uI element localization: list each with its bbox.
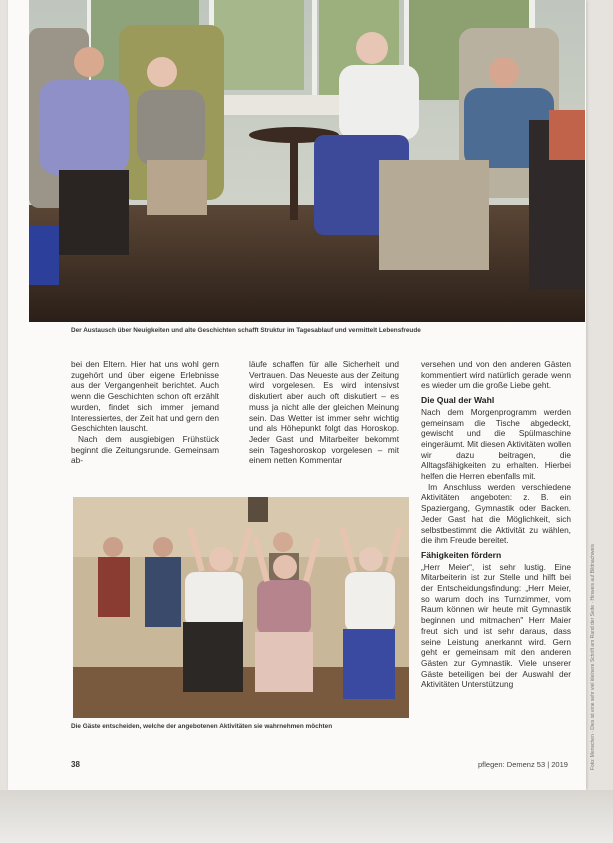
- text-column-3: [421, 359, 571, 690]
- paragraph: läufe schaffen für alle Sicherheit und Vertrauen. Das Neueste aus der Zeitung wird vorgelesen. Es wird intensivst diskutiert aber auch oft diskutiert – es muss ja nicht alle der gleichen Meinung sein. Das Wetter ist immer sehr wichtig und als Höhepunkt folgt das Horoskop. Jeder Gast und Mitarbeiter bekommt sein Tageshoroskop vorgelesen – mit einem netten Kommentar: [249, 359, 399, 466]
- top-photo-illustration: [29, 0, 585, 322]
- paragraph: Nach dem Morgenprogramm werden gemeinsam die Tische abgedeckt, gewischt und die Spülmaschine eingeräumt. Mit diesen Aktivitäten wollen wir dazu beitragen, die Alltagsfähigkeiten zu erhalten. Hierbei helfen die Herren ebenfalls mit.: [421, 406, 571, 482]
- text-column-2: [249, 359, 399, 466]
- middle-photo-caption: Die Gäste entscheiden, welche der angebotenen Aktivitäten sie wahrnehmen möchten: [71, 723, 333, 730]
- magazine-page: [8, 0, 586, 790]
- subheading: Die Qual der Wahl: [421, 395, 495, 406]
- top-photo: [29, 0, 585, 322]
- paragraph: „Herr Meier“, ist sehr lustig. Eine Mitarbeiterin ist zur Stelle und hilft bei der Entscheidungsfindung: „Herr Meier, so warum doch ins Turnzimmer, vom Raum können wir heute mit Gymnastik beginnen und mitmachen" Herr Maier freut sich und ist sehr daraus, dass seine Leistung anerkannt wird. Gern geht er gemeinsam mit den anderen Gästen zur Gymnastik. Viele unserer Gäste beteiligen bei der Auswahl der Aktivitäten Unterstützung: [421, 561, 571, 690]
- paragraph: Im Anschluss werden verschiedene Aktivitäten angeboten: z. B. ein Spaziergang, Gymnastik oder Backen. Jeder Gast hat die Möglichkeit, sich selbstbestimmt die Aktivität zu wählen, die ihm Freude bereitet.: [421, 481, 571, 546]
- page-number: 38: [71, 760, 80, 769]
- text-column-1: [71, 359, 219, 466]
- subheading: Fähigkeiten fördern: [421, 549, 502, 560]
- middle-photo: [73, 497, 409, 718]
- middle-photo-illustration: [73, 497, 409, 718]
- scan-background: [0, 790, 613, 843]
- journal-info: pflegen: Demenz 53 | 2019: [478, 760, 568, 769]
- paragraph: bei den Eltern. Hier hat uns wohl gern zugehört und über eigene Erlebnisse aus der Vergangenheit berichtet. Auch wenn die Geschichten schon oft erzählt wurden, findet sich immer jemand Interessiertes, der Zeit hat und gern den Geschichten lauscht.: [71, 359, 219, 434]
- paragraph: Nach dem ausgiebigen Frühstück beginnt die Zeitungsrunde. Gemeinsam ab-: [71, 433, 219, 466]
- top-photo-caption: Der Austausch über Neuigkeiten und alte Geschichten schafft Struktur im Tagesablauf und vermittelt Lebensfreude: [71, 327, 421, 334]
- paragraph: versehen und von den anderen Gästen kommentiert wird natürlich gerade wenn es wieder um die große Liebe geht.: [421, 359, 571, 391]
- side-margin-text: Foto: Menschen · Dies ist eine sehr viel kleinere Schrift am Rand der Seite · Hinweis auf Bildnachweis: [590, 544, 596, 770]
